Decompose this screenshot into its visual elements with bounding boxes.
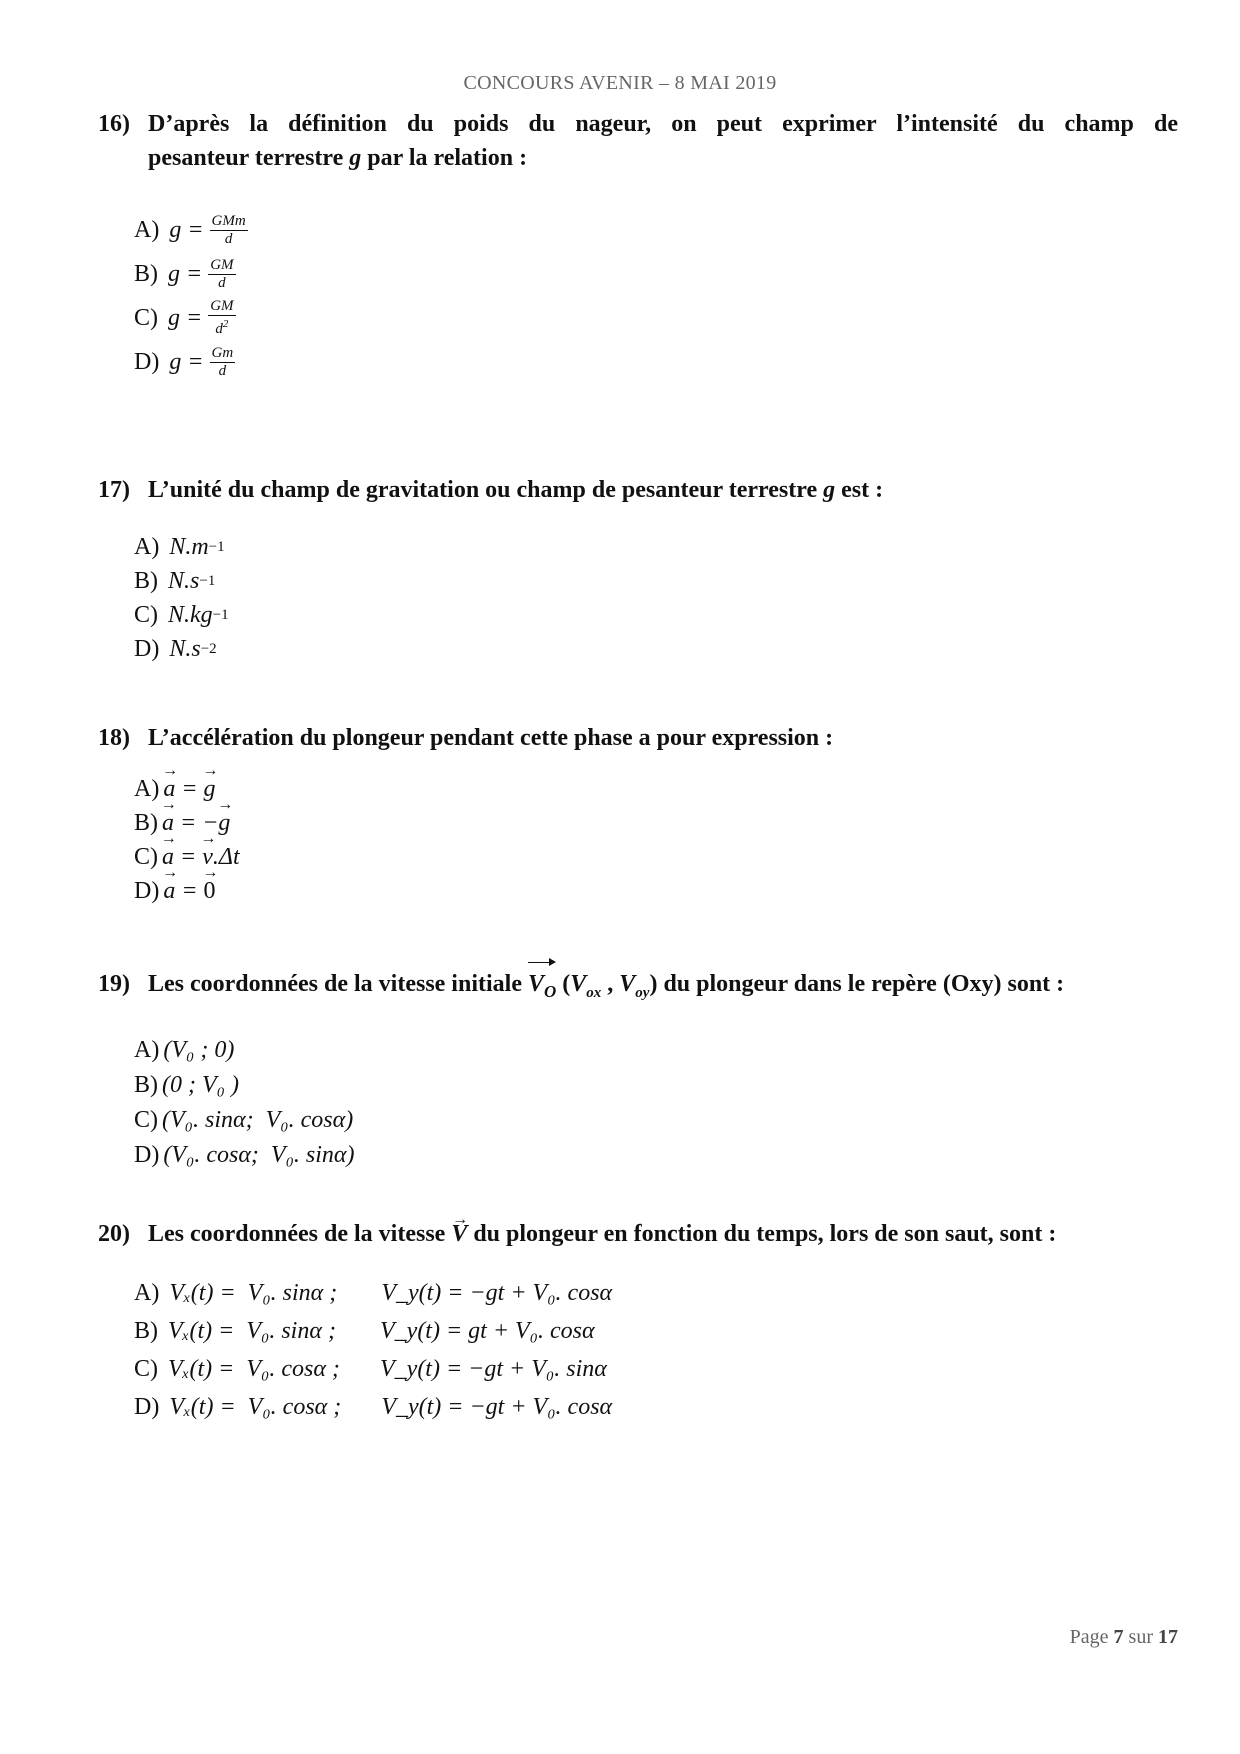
option-c[interactable]: C) → a = → v .Δt [134, 840, 1178, 874]
option-d[interactable]: D) → a = → 0 [134, 874, 1178, 908]
option-a[interactable]: A) (V₀ ; 0) [134, 1036, 235, 1063]
option-c[interactable]: C) (V₀. sinα; V₀. cosα) [134, 1106, 354, 1133]
question-text: Les coordonnées de la vitesse → V du plongeur en fonction du temps, lors de son saut, sont : [148, 1216, 1178, 1252]
question-20 [98, 1216, 1178, 1426]
option-c[interactable]: C) N.kg −1 [134, 601, 229, 628]
question-number: 20) [98, 1221, 130, 1247]
fraction: $\frac{GM}{d^2}$ [210, 298, 234, 337]
question-number: 17) [98, 477, 130, 503]
option-b[interactable]: B) (0 ; V₀ ) [134, 1071, 239, 1098]
question-text: Les coordonnées de la vitesse initiale $V_O$ ($V_{ox}$ , $V_{oy}$) du plongeur dans le repère (Oxy) sont : [148, 966, 1178, 1011]
question-text: L’unité du champ de gravitation ou champ de pesanteur terrestre g est : [148, 477, 884, 503]
page-header: CONCOURS AVENIR – 8 MAI 2019 [463, 72, 777, 94]
question-text: L’accélération du plongeur pendant cette phase a pour expression : [148, 725, 834, 751]
fraction: $\frac{Gm}{d}$ [211, 344, 234, 379]
option-a[interactable]: A) → a = → g [134, 772, 1178, 806]
page-footer: Page 7 sur 17 [1069, 1626, 1178, 1648]
vector-v0: $V_O$ [528, 966, 556, 1010]
question-number: 16) [98, 111, 130, 137]
option-d[interactable]: D) N.s −2 [134, 635, 217, 662]
question-text-line2: pesanteur terrestre g par la relation : [148, 145, 528, 171]
question-18 [98, 720, 1178, 908]
option-b[interactable]: B) g = $\frac{GM}{d}$ [134, 256, 234, 291]
var-g: g [349, 145, 362, 171]
question-number: 19) [98, 971, 130, 997]
option-b[interactable]: B) Vₓ(t) = V₀. sinα ; V_y(t) = gt + V₀. cosα [134, 1317, 595, 1344]
option-b[interactable]: B) N.s −1 [134, 567, 216, 594]
question-17 [98, 472, 1178, 666]
question-16 [98, 106, 1178, 384]
question-text-line1: D’après la définition du poids du nageur, on peut exprimer l’intensité du champ de [148, 111, 1178, 137]
option-d[interactable]: D) Vₓ(t) = V₀. cosα ; V_y(t) = −gt + V₀. cosα [134, 1393, 613, 1420]
question-19 [98, 966, 1178, 1173]
option-c[interactable]: C) Vₓ(t) = V₀. cosα ; V_y(t) = −gt + V₀. sinα [134, 1355, 607, 1382]
option-a[interactable]: A) g = $\frac{\text{GMm}}{d}$ [134, 212, 246, 247]
option-c[interactable]: C) g = $\frac{GM}{d^2}$ [134, 298, 234, 337]
option-b[interactable]: B) → a = − → g [134, 806, 1178, 840]
question-number: 18) [98, 725, 130, 751]
option-d[interactable]: D) g = $\frac{Gm}{d}$ [134, 344, 234, 379]
option-a[interactable]: A) Vₓ(t) = V₀. sinα ; V_y(t) = −gt + V₀. cosα [134, 1279, 613, 1306]
option-d[interactable]: D) (V₀. cosα; V₀. sinα) [134, 1141, 355, 1168]
fraction: $\frac{GM}{d}$ [210, 256, 234, 291]
vector-v: → V [451, 1216, 467, 1252]
option-a[interactable]: A) N.m −1 [134, 533, 225, 560]
fraction: $\frac{\text{GMm}}{d}$ [211, 212, 246, 247]
